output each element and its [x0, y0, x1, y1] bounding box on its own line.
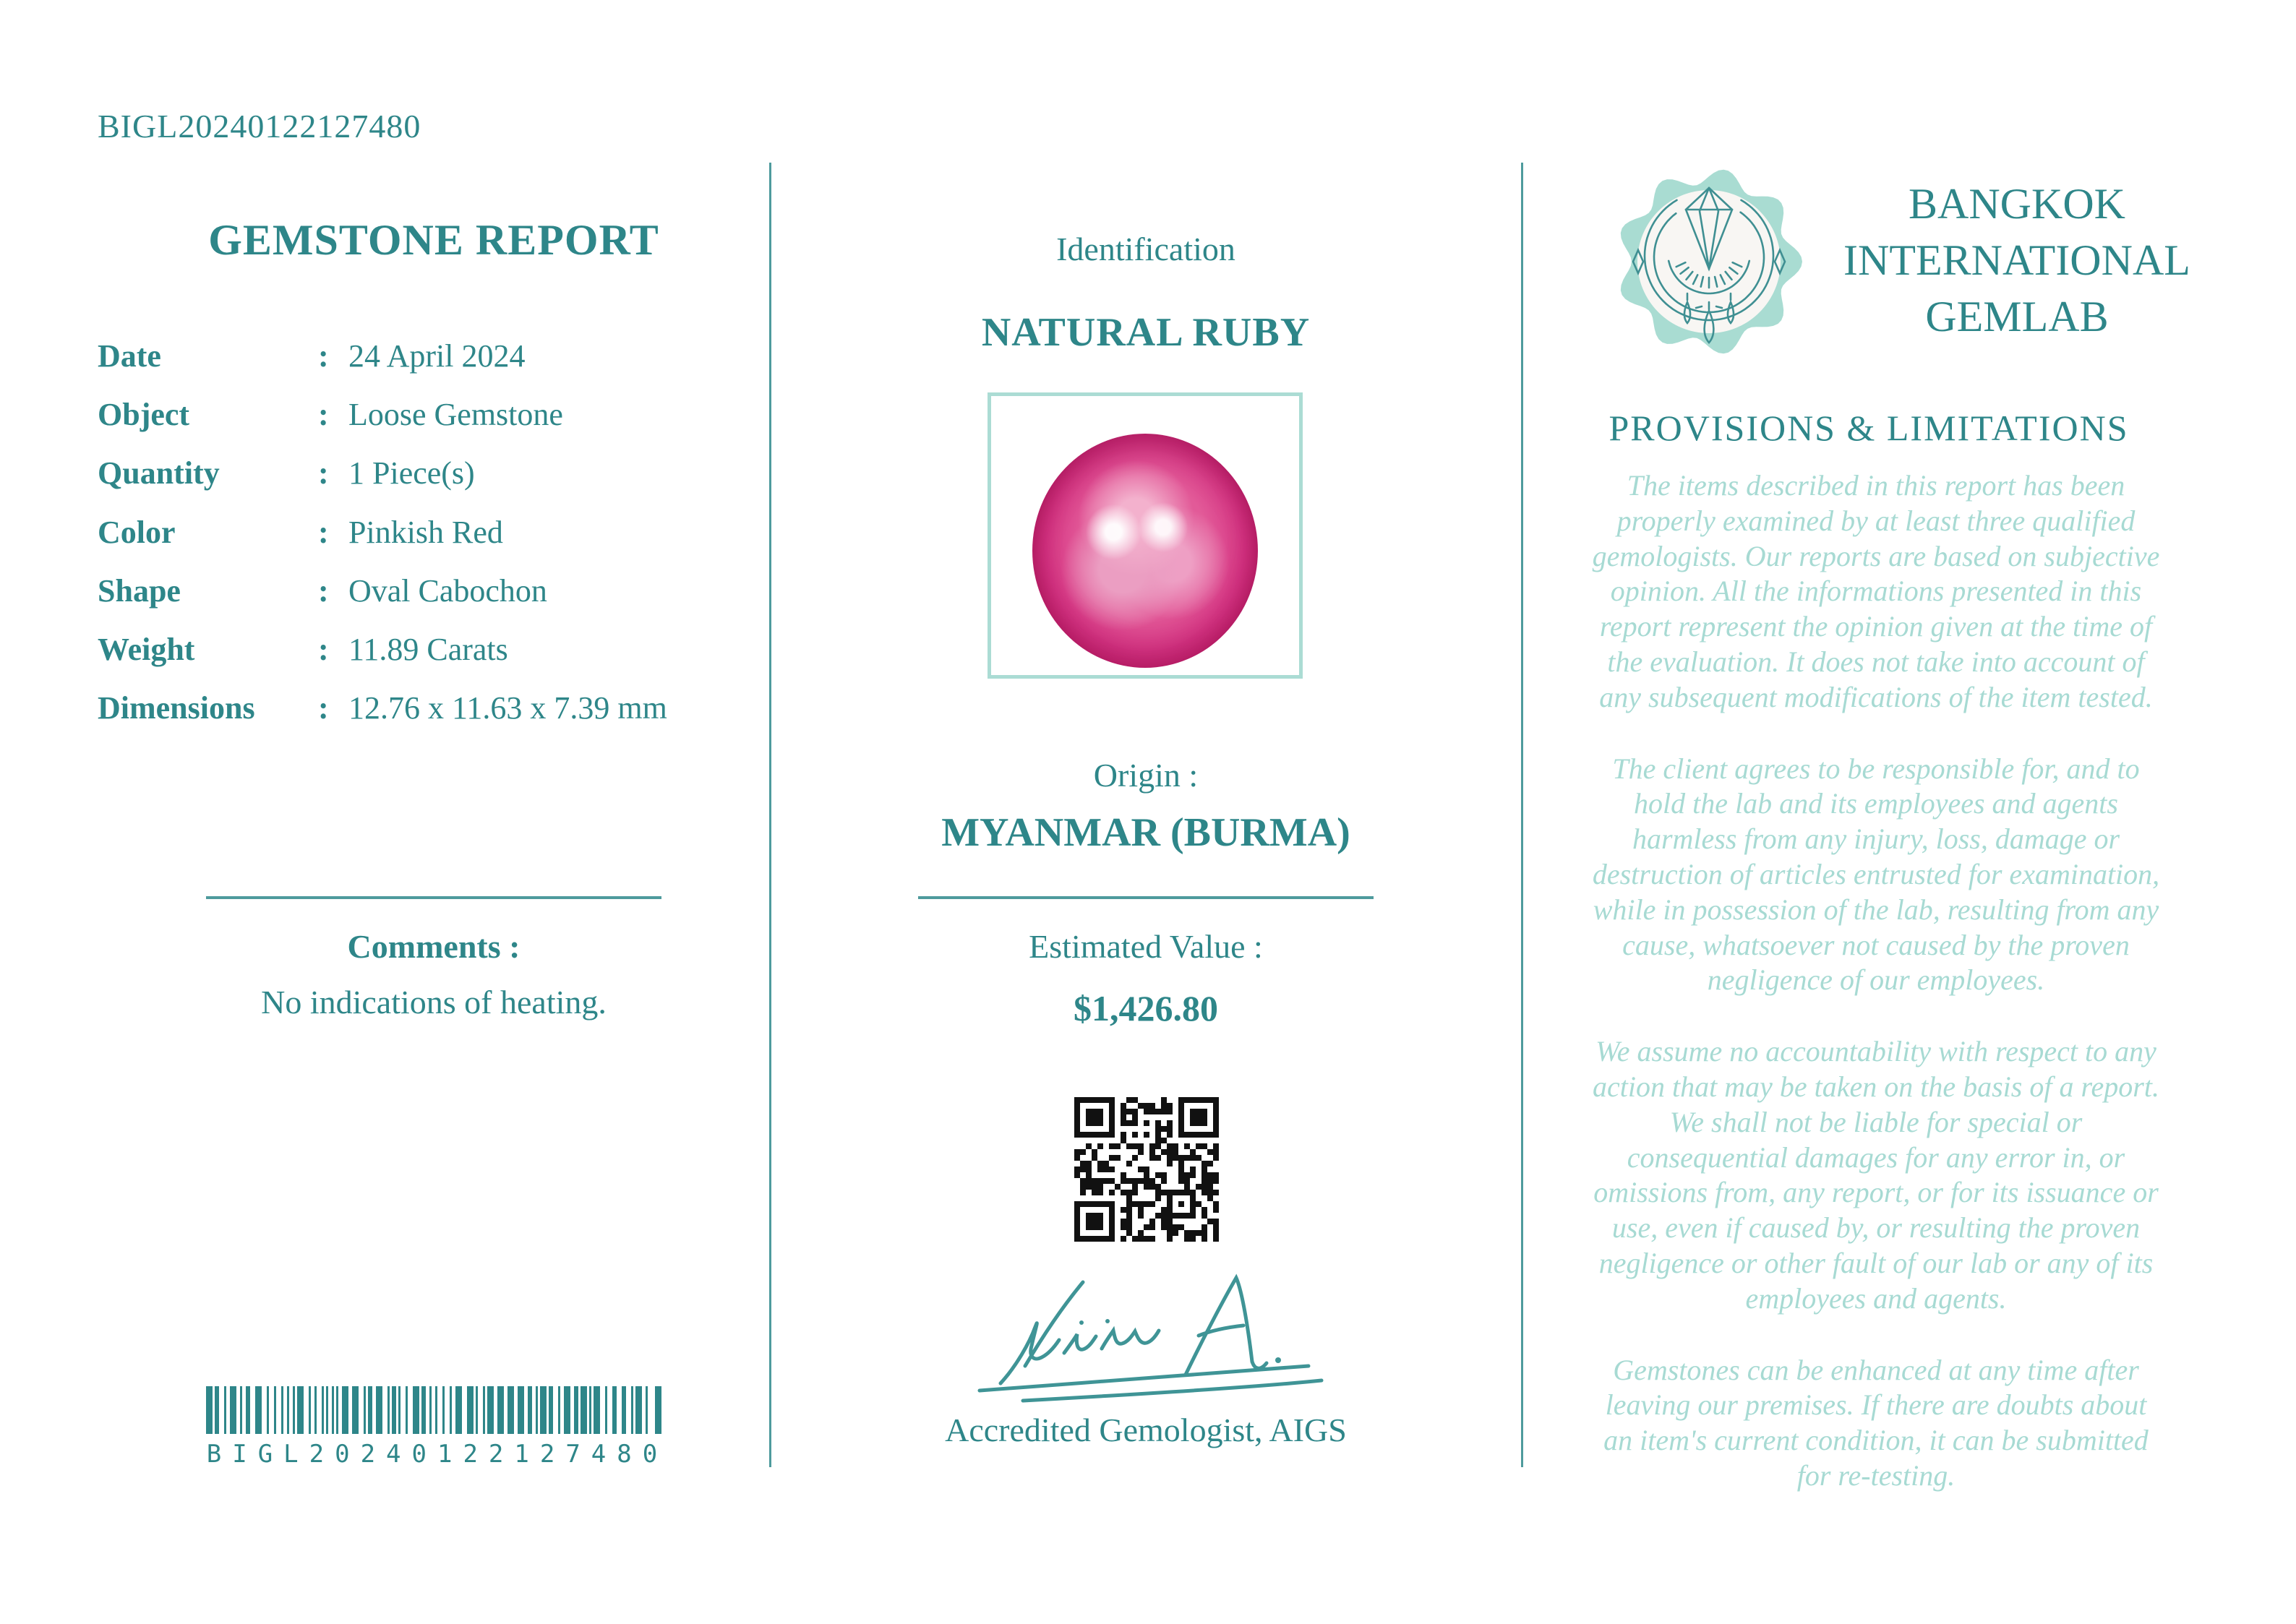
estimated-value-amount: $1,426.80 — [1074, 988, 1218, 1028]
field-label-color: Color — [98, 514, 176, 550]
field-label-quantity: Quantity — [98, 455, 220, 491]
origin-label: Origin : — [1093, 757, 1199, 794]
field-value-object: Loose Gemstone — [348, 397, 563, 433]
value-divider — [918, 896, 1374, 899]
lab-name — [1815, 176, 2219, 345]
gemlab-logo-badge — [1611, 163, 1807, 360]
gem-name: NATURAL RUBY — [981, 310, 1311, 355]
field-value-shape: Oval Cabochon — [348, 572, 547, 609]
provisions-paragraph: The client agrees to be responsible for, and to hold the lab and its employees and agents harmless from any injury, loss, damage or destruction of articles entrusted for examination, while in possession of the lab, resulting from any cause, whatsoever not caused by the proven negligence of our employees. — [1592, 752, 2160, 997]
field-separator: : — [318, 338, 329, 374]
field-value-quantity: 1 Piece(s) — [348, 455, 475, 491]
provisions-paragraphs — [1590, 468, 2162, 1530]
signer-title: Accredited Gemologist, AIGS — [945, 1412, 1347, 1448]
provisions-paragraph: Gemstones can be enhanced at any time after leaving our premises. If there are doubts about an item's current condition, it can be submitted for re-testing. — [1603, 1353, 2149, 1492]
provisions-paragraph: We assume no accountability with respect to any action that may be taken on the basis of a report. We shall not be liable for special or consequential damages for any error in, or omissions from, any report, or for its issuance or use, even if caused by, or resulting the proven negligence or other fault of our lab or any of its employees and agents. — [1593, 1035, 2159, 1315]
provisions-paragraph: The items described in this report has been properly examined by at least three qualified gemologists. Our reports are based on subjective opinion. All the informations presented in this report represent the opinion given at the time of the evaluation. It does not take into account of any subsequent modifications of the item tested. — [1592, 469, 2160, 713]
field-value-date: 24 April 2024 — [348, 338, 526, 374]
field-value-color: Pinkish Red — [348, 514, 503, 550]
comments-divider — [206, 896, 661, 899]
field-separator: : — [318, 572, 329, 609]
barcode — [206, 1386, 661, 1434]
lab-name-line: INTERNATIONAL — [1843, 236, 2190, 284]
origin-value: MYANMAR (BURMA) — [941, 810, 1350, 855]
report-title: GEMSTONE REPORT — [208, 216, 659, 264]
provisions-title: PROVISIONS & LIMITATIONS — [1609, 408, 2129, 448]
gemologist-signature — [940, 1259, 1352, 1407]
field-separator: : — [318, 690, 329, 726]
comments-text: No indications of heating. — [261, 984, 607, 1021]
field-separator: : — [318, 455, 329, 491]
field-value-weight: 11.89 Carats — [348, 631, 508, 667]
field-label-date: Date — [98, 338, 161, 374]
lab-name-line: GEMLAB — [1925, 293, 2109, 340]
field-separator: : — [318, 397, 329, 433]
identification-label: Identification — [1056, 231, 1235, 267]
gem-photo-frame — [988, 392, 1303, 679]
field-label-object: Object — [98, 397, 190, 433]
field-label-weight: Weight — [98, 631, 195, 667]
field-separator: : — [318, 631, 329, 667]
lab-name-line: BANGKOK — [1909, 180, 2125, 228]
barcode-text: BIGL20240122127480 — [206, 1440, 669, 1469]
report-fields — [98, 340, 748, 725]
field-value-dimensions: 12.76 x 11.63 x 7.39 mm — [348, 690, 667, 726]
ruby-cabochon-photo — [1032, 434, 1258, 668]
qr-code — [1074, 1097, 1219, 1242]
estimated-value-label: Estimated Value : — [1029, 928, 1263, 965]
field-label-dimensions: Dimensions — [98, 690, 255, 726]
field-separator: : — [318, 514, 329, 550]
report-number: BIGL20240122127480 — [98, 108, 421, 145]
field-label-shape: Shape — [98, 572, 181, 609]
comments-label: Comments : — [347, 928, 521, 965]
